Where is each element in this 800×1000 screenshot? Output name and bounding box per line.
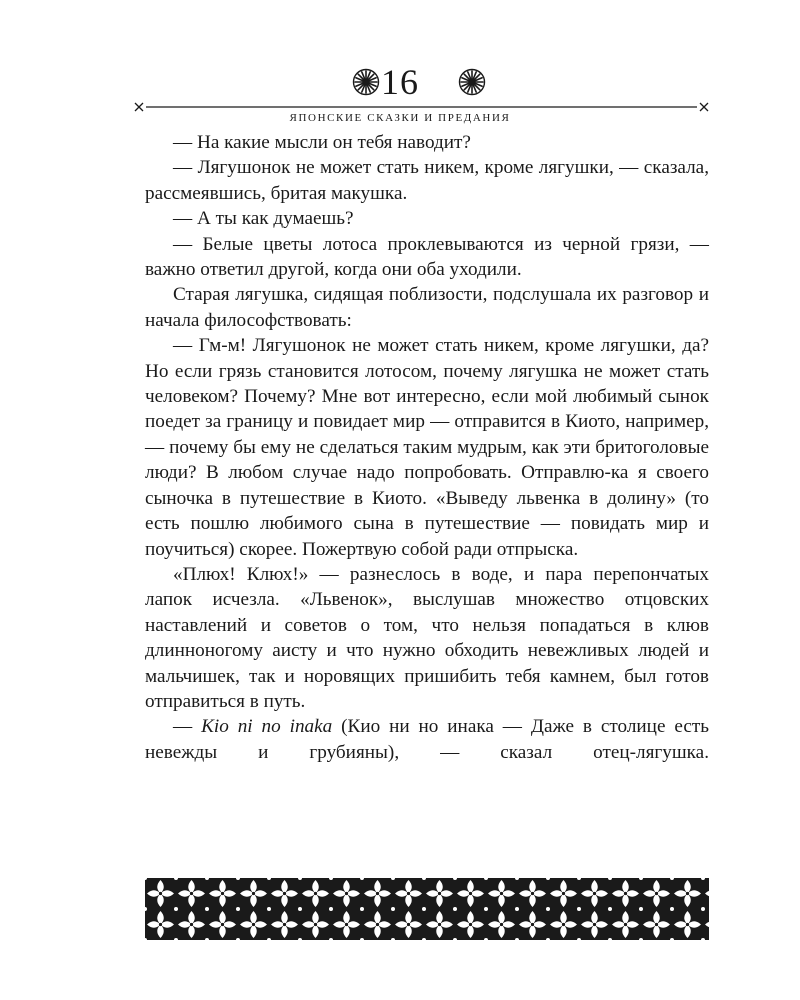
body-text [145, 130, 709, 765]
paragraph: «Плюх! Клюх!» — разнеслось в воде, и пара перепончатых лапок исчезла. «Львенок», выслушав множество отцовских наставлений и советов о том, что нельзя попадаться в клюв длинноногому аисту и что нужно обходить невежливых людей и мальчишек, так и норовящих пришибить тебя камнем, был готов отправиться в путь. [145, 563, 709, 712]
paragraph: — Лягушонок не может стать никем, кроме лягушки, — сказала, рассмеявшись, бритая макушка. [145, 157, 709, 204]
page-header [0, 60, 800, 124]
paragraph-rest: (Кио ни но инака — Даже в столице есть невежды и грубияны), — сказал отец-лягушка. [145, 716, 710, 763]
paragraph: — Белые цветы лотоса проклевываются из черной грязи, — важно ответил другой, когда они оба уходили. [145, 233, 709, 281]
paragraph: — А ты как думаешь? [173, 208, 354, 230]
paragraph: Старая лягушка, сидящая поблизости, подслушала их разговор и начала философствовать: [145, 284, 709, 331]
paragraph: — Kio ni no inaka (Кио ни но инака — Даже в столице есть невежды и грубияны), — сказал отец-лягушка. [145, 716, 710, 763]
paragraph: — Гм-м! Лягушонок не может стать никем, кроме лягушки, да? Но если грязь становится лотосом, почему лягушка не может стать человеком? Почему? Мне вот интересно, если мой любимый сынок поедет за границу и повидает мир — отправится в Киото, например, — почему бы ему не сделаться таким мудрым, как эти бритоголовые люди? В любом случае надо попробовать. Отправлю-ка я своего сыночка в путешествие в Киото. «Выведу львенка в долину» (то есть пошлю любимого сына в путешествие — повидать мир и поучиться) скорее. Пожертвую собой ради отпрыска. [145, 335, 709, 560]
page-number: 16 [381, 62, 419, 102]
paragraph: — На какие мысли он тебя наводит? [173, 132, 471, 153]
japanese-phrase: Kio ni no inaka [201, 716, 333, 738]
running-title: ЯПОНСКИЕ СКАЗКИ И ПРЕДАНИЯ [289, 112, 511, 124]
chrysanthemum-icon [458, 68, 486, 96]
shippo-pattern-ornament [145, 878, 709, 940]
